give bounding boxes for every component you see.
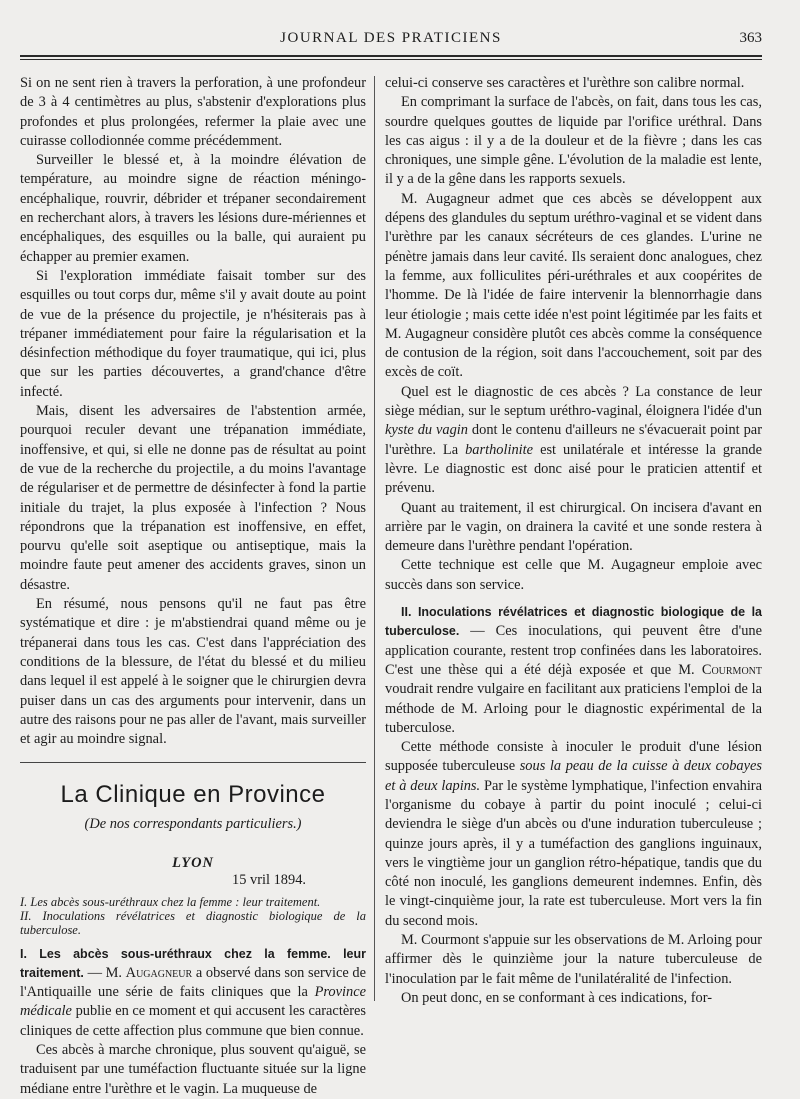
paragraph: En résumé, nous pensons qu'il ne faut pas être systématique et dire : je m'abstiendrai quand même ou je trépanerai dans tous les cas. C'est dans l'appréciation des conditions de la blessure, de l'état du blessé et du milieu dans lequel il est appelé à le soigner que le chirurgien devra puiser dans un cas des arguments pour intervenir, dans un autre des raisons pour ne pas aller de l'avant, mais surveiller et agir au moindre signal.	[20, 596, 366, 748]
paragraph: Surveiller le blessé et, à la moindre élévation de température, au moindre signe de réaction méningo-encéphalique, rouvrir, débrider et trépaner secondairement en recherchant alors, à travers les lésions dure-mériennes et encéphaliques, des esquilles ou la balle, qui auraient pu échapper au premier examen.	[20, 152, 366, 265]
dateline: 15 vril 1894.	[232, 872, 306, 889]
header-rule-thick	[20, 55, 762, 57]
paragraph: Cette technique est celle que M. Augagneur emploie avec succès dans son service.	[385, 557, 762, 593]
section-subtitle: (De nos correspondants particuliers.)	[84, 815, 302, 832]
term: bartholinite	[465, 441, 534, 458]
section-divider	[20, 762, 366, 763]
subsection-heading: I. Les abcès sous-uréthraux chez la femme. leur traitement.	[20, 946, 366, 980]
section-title: La Clinique en Province	[60, 781, 326, 809]
author-name: Courmont	[701, 661, 762, 678]
author-name: Augagneur	[125, 964, 193, 981]
right-column	[385, 74, 762, 1008]
city-heading: LYON	[172, 854, 214, 871]
journal-title: JOURNAL DES PRATICIENS	[280, 30, 502, 46]
column-divider	[374, 76, 375, 1001]
paragraph: Ces abcès à marche chronique, plus souvent qu'aiguë, se traduisent par une tuméfaction fluctuante située sur la ligne médiane entre l'urèthre et le vagin. La muqueuse de	[20, 1042, 366, 1097]
term: kyste du vagin	[385, 422, 468, 439]
emphasis: sous la peau de la cuisse à deux cobayes et à deux lapins.	[385, 758, 762, 794]
journal-name: Province médicale	[20, 984, 366, 1020]
header-rule-thin	[20, 59, 762, 60]
summary-item: II. Inoculations révélatrices et diagnostic biologique de la tuberculose.	[20, 908, 366, 937]
paragraph: celui-ci conserve ses caractères et l'urèthre son calibre normal.	[385, 75, 745, 91]
page-header	[20, 30, 762, 50]
paragraph: Mais, disent les adversaires de l'abstention armée, pourquoi reculer devant une trépanation immédiate, inoffensive, et qui, si elle ne donne pas de résultat au point de vue de la recherche du projectile, a du moins l'avantage de régulariser et de permettre de désinfecter à fond la partie initiale du trajet, la plus exposée à l'infection ? Nous répondrons que la trépanation est inoffensive, en effet, pourvu qu'elle soit aseptique ou antiseptique, mais la moindre faute peut amener des accidents graves, sinon un désastre.	[20, 403, 366, 593]
left-column	[20, 74, 366, 1099]
paragraph: On peut donc, en se conformant à ces indications, for-	[401, 989, 713, 1006]
summary-item: I. Les abcès sous-uréthraux chez la femme : leur traitement.	[20, 894, 321, 909]
paragraph: Si on ne sent rien à travers la perforation, à une profondeur de 3 à 4 centimètres au plus, s'abstenir d'explorations plus profondes et plus prolongées, refermer la plaie avec une cuirasse collodionnée comme précédemment.	[20, 75, 366, 149]
paragraph: II. Inoculations révélatrices et diagnostic biologique de la tuberculose. — Ces inoculations, qui peuvent être d'une application courante, restent trop confinées dans les laboratoires. C'est une thèse qui a été déjà exposée et que M. Courmont voudrait rendre vulgaire en facilitant aux praticiens l'emploi de la méthode de M. Arloing pour le diagnostic expérimental de la tuberculose.	[385, 605, 762, 736]
subsection-heading: II. Inoculations révélatrices et diagnostic biologique de la tuberculose.	[385, 605, 762, 639]
paragraph: Cette méthode consiste à inoculer le produit d'une lésion supposée tuberculeuse sous la peau de la cuisse à deux cobayes et à deux lapins. Par le système lymphatique, l'infection envahira l'organisme du cobaye à partir du point inoculé ; celui-ci deviendra le siège d'un abcès ou d'une induration tuberculeuse ; quinze jours après, il y a tuméfaction des ganglions inguinaux, vers le vingtième jour un ganglion rétro-hépatique, tandis que du côté non inoculé, les ganglions demeurent indemnes. Enfin, dès le vingt-cinquième jour, la rate est tuberculeuse. Mort vers la fin du second mois.	[385, 739, 762, 929]
paragraph: Quant au traitement, il est chirurgical. On incisera d'avant en arrière par le vagin, on drainera la cavité et une sonde restera à demeure dans l'urèthre pendant l'opération.	[385, 499, 762, 555]
article-summary	[20, 895, 366, 937]
paragraph: I. Les abcès sous-uréthraux chez la femme. leur traitement. — M. Augagneur a observé dans son service de l'Antiquaille une série de faits cliniques que la Province médicale publie en ce moment et qui accusent les caractères cliniques de cette affection plus commune que bien connue.	[20, 946, 366, 1039]
paragraph: M. Courmont s'appuie sur les observations de M. Arloing pour affirmer dès le quinzième jour la nature tuberculeuse de l'inoculation par le fait même de l'unilatéralité de l'infection.	[385, 932, 762, 987]
page-number: 363	[739, 30, 762, 46]
paragraph: M. Augagneur admet que ces abcès se développent aux dépens des glandules du septum uréthro-vaginal et se vident dans l'urèthre par les canaux sécréteurs de ces glandes. L'urine ne pénètre jamais dans leur cavité. Ils seraient donc analogues, chez la femme, aux folliculites péri-uréthrales et aux coopérites de l'homme. De là l'idée de faire intervenir la blennorrhagie dans leur étiologie ; mais cette idée n'est point légitimée par les faits et M. Augagneur considère plutôt ces abcès comme la conséquence de contusion de la région, soit dans l'accouchement, soit par des excès de coït.	[385, 190, 762, 381]
paragraph: Quel est le diagnostic de ces abcès ? La constance de leur siège médian, sur le septum uréthro-vaginal, éloignera l'idée d'un kyste du vagin dont le contenu d'ailleurs ne s'évacuerait point par l'urèthre. La bartholinite est unilatérale et intéresse la grande lèvre. Le diagnostic est donc aisé pour le praticien attentif et prévenu.	[385, 383, 762, 497]
paragraph: Si l'exploration immédiate faisait tomber sur des esquilles ou tout corps dur, même s'il y avait doute au point de vue de la présence du projectile, je n'hésiterais pas à trépaner immédiatement pour faire la régularisation et la désinfection méthodique du foyer traumatique, qui ici, plus que sur les parties découvertes, a grand'chance d'être infecté.	[20, 267, 366, 400]
paragraph: En comprimant la surface de l'abcès, on fait, dans tous les cas, sourdre quelques gouttes de liquide par l'orifice uréthral. Dans les cas aigus : il y a de la douleur et de la fièvre ; dans les cas chroniques, une simple gêne. L'évolution de la maladie est lente, il y a de la gêne dans les rapports sexuels.	[385, 94, 762, 188]
